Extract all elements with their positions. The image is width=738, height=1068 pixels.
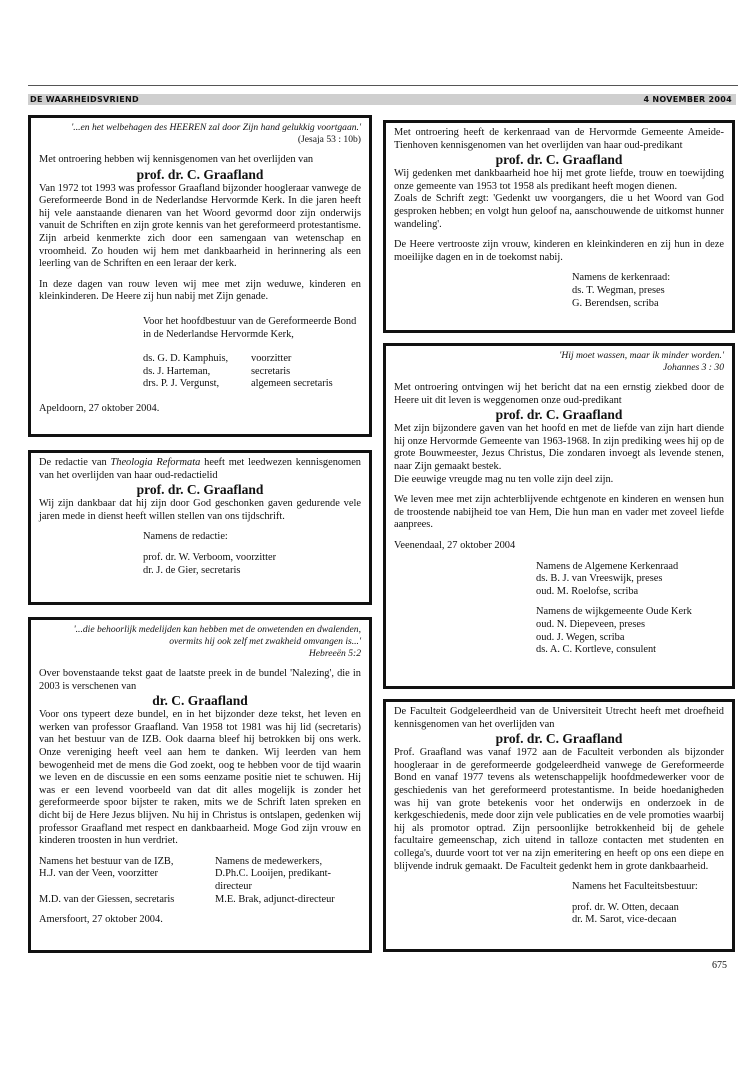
signature-line: Namens de redactie: (143, 531, 228, 543)
intro-text: De Faculteit Godgeleerdheid van de Universiteit Utrecht heeft met droefheid kennisgenomen van het overlijden van (394, 706, 724, 730)
paragraph: Prof. Graafland was vanaf 1972 aan de Faculteit verbonden als bijzonder hoogleraar in de gereformeerde godgeleerdheid vanwege de Gereformeerde Bond en vanaf 1977 tevens als wetenschappelijk hoofdmedewerker voor de geschiedenis van het gereformeerd protestantisme. In beide hoedanigheden was hij van grote betekenis voor het onderwijs en onderzoek in de kerkgeschiedenis, mede door zijn vele publicaties en de vele promoties waarbij hij als promotor optrad. Zijn persoonlijke betrokkenheid bij de gehele facultaire gemeenschap, zich uitend in talloze contacten met studenten en collega's, duurde voort tot ver na zijn emeritering en heeft op ons een diepe en blijvende indruk gemaakt. De Faculteit gedenkt hem in grote dankbaarheid. (394, 747, 724, 872)
deceased-name: dr. C. Graafland (152, 693, 248, 709)
signatory: D.Ph.C. Looijen, predikant-directeur (215, 868, 332, 892)
signatory: dr. J. de Gier, secretaris (143, 564, 241, 576)
top-rule (28, 85, 738, 86)
paragraph: Wij zijn dankbaar dat hij zijn door God geschonken gaven gedurende vele jaren mede in dienst heeft willen stellen van ons tijdschrift. (39, 498, 361, 522)
signatory: ds. A. C. Kortleve, consulent (536, 644, 657, 656)
signature-line: Namens de medewerkers, (215, 855, 323, 867)
page-number: 675 (712, 960, 727, 971)
signatory-name: ds. J. Harteman, (143, 365, 211, 377)
signature-line: Namens de Algemene Kerkenraad (536, 560, 679, 572)
signatory: M.E. Brak, adjunct-directeur (215, 893, 335, 905)
quote: '...en het welbehagen des HEEREN zal door Zijn hand gelukkig voortgaan.' (71, 122, 361, 133)
intro-text: Over bovenstaande tekst gaat de laatste preek in de bundel 'Nalezing', die in 2003 is verschenen van (39, 668, 361, 692)
deceased-name: prof. dr. C. Graafland (495, 731, 623, 747)
signatory-role: algemeen secretaris (251, 378, 333, 390)
paragraph: Van 1972 tot 1993 was professor Graafland bijzonder hoogleraar vanwege de Gereformeerde Bond in de Nederlandse Hervormde Kerk. In die jaren heeft hij vele aanstaande dienaren van het Woord gevormd door zijn onderwijs vanuit de Schriften en zijn grote kennis van het gereformeerd protestantisme. Zijn arbeid kenmerkte zich door een samengaan van wetenschap en vroomheid. Zo houden wij hem met dankbaarheid in herinnering als een leerling van de Schriften en een leraar der kerk. (39, 182, 361, 270)
intro-text: Met ontroering heeft de kerkenraad van de Hervormde Gemeente Ameide-Tienhoven kennisgenomen van het overlijden van haar oud-predikant (394, 127, 724, 151)
signatory: H.J. van der Veen, voorzitter (39, 868, 158, 880)
paragraph: De Heere vertrooste zijn vrouw, kinderen en kleinkinderen en zij hun in deze moeilijke dagen en in de toekomst nabij. (394, 239, 724, 263)
issue-date: 4 NOVEMBER 2004 (643, 95, 732, 104)
paragraph: Voor ons typeert deze bundel, en in het bijzonder deze tekst, het leven en werken van professor Graafland. Van 1958 tot 1981 was hij lid (secretaris) van het bestuur van de IZB. Ook daarna bleef hij betrokken bij ons werk. Onze vereniging heeft veel aan hem te danken. Wij leerden van hem bewogenheid met de mens die God zoekt, oog te hebben voor de tijd waarin we leven en de discussie en een soms eenzame positie niet te schuwen. Hij was er een levend voorbeeld van dat dit alles mogelijk is zonder het gereformeerde spoor bijster te raken, mits we de Schrift laten spreken en dicht bij de Here Jezus blijven. Nu hij in Christus is ontslapen, gedenken wij professor Graafland met respect en dankbaarheid. Moge God zijn vrouw en kinderen troosten in hun verdriet. (39, 709, 361, 847)
notice-veenendaal (383, 343, 735, 689)
signatory: ds. B. J. van Vreeswijk, preses (536, 573, 663, 585)
intro-text: De redactie van Theologia Reformata heeft met leedwezen kennisgenomen van het overlijden van haar oud-redactielid (39, 457, 362, 481)
signature-line: Voor het hoofdbestuur van de Gereformeerde Bond (143, 315, 357, 327)
paragraph: We leven mee met zijn achterblijvende echtgenote en kinderen en wensen hun de troostende nabijheid toe van Hem, Die hun man en vader met zoveel liefde aanprees. (394, 494, 724, 531)
paragraph: Wij gedenken met dankbaarheid hoe hij met grote liefde, trouw en toewijding onze gemeente van 1953 tot 1958 als predikant heeft mogen dienen. (394, 168, 724, 192)
signatory: oud. N. Diepeveen, preses (536, 618, 646, 630)
signatory: oud. J. Wegen, scriba (536, 631, 625, 643)
signatories (39, 353, 361, 391)
signatory-name: ds. G. D. Kamphuis, (143, 353, 229, 365)
place-date: Apeldoorn, 27 oktober 2004. (39, 402, 160, 414)
quote-reference: (Jesaja 53 : 10b) (297, 134, 361, 145)
quote-reference: Hebreeën 5:2 (308, 648, 361, 659)
signatory: ds. T. Wegman, preses (572, 284, 665, 296)
signatory-role: voorzitter (251, 353, 292, 365)
paragraph: Zoals de Schrift zegt: 'Gedenkt uw voorgangers, die u het Woord van God gesproken hebben; en volgt hun geloof na, aanschouwende de uitkomst hunner wandeling'. (394, 193, 724, 230)
deceased-name: prof. dr. C. Graafland (136, 166, 264, 182)
intro-text: Met ontroering hebben wij kennisgenomen van het overlijden van (39, 154, 314, 165)
notice-izb (28, 617, 372, 953)
notice-universiteit-utrecht (383, 699, 735, 952)
signatory: prof. dr. W. Otten, decaan (572, 901, 679, 913)
signature-line: Namens het Faculteitsbestuur: (572, 881, 698, 893)
signature-line: Namens de kerkenraad: (572, 272, 671, 284)
notice-theologia-reformata (28, 450, 372, 605)
deceased-name: prof. dr. C. Graafland (136, 482, 264, 498)
signatory-name: drs. P. J. Vergunst, (143, 378, 220, 390)
publication-name: DE WAARHEIDSVRIEND (30, 95, 139, 104)
signature-line: in de Nederlandse Hervormde Kerk, (143, 328, 294, 340)
signatory: G. Berendsen, scriba (572, 297, 659, 309)
deceased-name: prof. dr. C. Graafland (495, 407, 623, 423)
signatory-role: secretaris (251, 365, 291, 377)
paragraph: Met zijn bijzondere gaven van het hoofd en met de liefde van zijn hart diende hij onze Hervormde Gemeente van 1963-1968. In zijn prediking wees hij op de grote Bouwmeester, Jezus Christus, Die zondaren invoegt als levende stenen, naar Zijn gemaakt bestek. (394, 423, 724, 472)
intro-text: Met ontroering ontvingen wij het bericht dat na een ernstig ziekbed door de Heere uit dit leven is weggenomen onze oud-predikant (394, 382, 724, 406)
notice-ameide-tienhoven (383, 120, 735, 333)
signatory: prof. dr. W. Verboom, voorzitter (143, 551, 277, 563)
deceased-name: prof. dr. C. Graafland (495, 152, 623, 168)
signatory: oud. M. Roelofse, scriba (536, 585, 639, 597)
quote: 'Hij moet wassen, maar ik minder worden.' (559, 350, 724, 361)
signatories (39, 856, 361, 906)
paragraph: In deze dagen van rouw leven wij mee met zijn weduwe, kinderen en kleinkinderen. De Heere zij hun nabij met Zijn genade. (39, 278, 361, 303)
quote: '...die behoorlijk medelijden kan hebben met de onwetenden en dwalenden, (73, 624, 361, 635)
signature-line: Namens het bestuur van de IZB, (39, 855, 174, 867)
signatory: M.D. van der Giessen, secretaris (39, 893, 175, 905)
signatory: dr. M. Sarot, vice-decaan (572, 914, 677, 926)
paragraph: Die eeuwige vreugde mag nu ten volle zijn deel zijn. (394, 473, 614, 485)
notice-gereformeerde-bond (28, 115, 372, 437)
place-date: Amersfoort, 27 oktober 2004. (39, 914, 163, 926)
quote-reference: Johannes 3 : 30 (662, 362, 724, 373)
page-header (28, 94, 736, 105)
signature-line: Namens de wijkgemeente Oude Kerk (536, 606, 692, 618)
place-date: Veenendaal, 27 oktober 2004 (394, 539, 516, 551)
quote: overmits hij ook zelf met zwakheid omvangen is...' (169, 636, 361, 647)
